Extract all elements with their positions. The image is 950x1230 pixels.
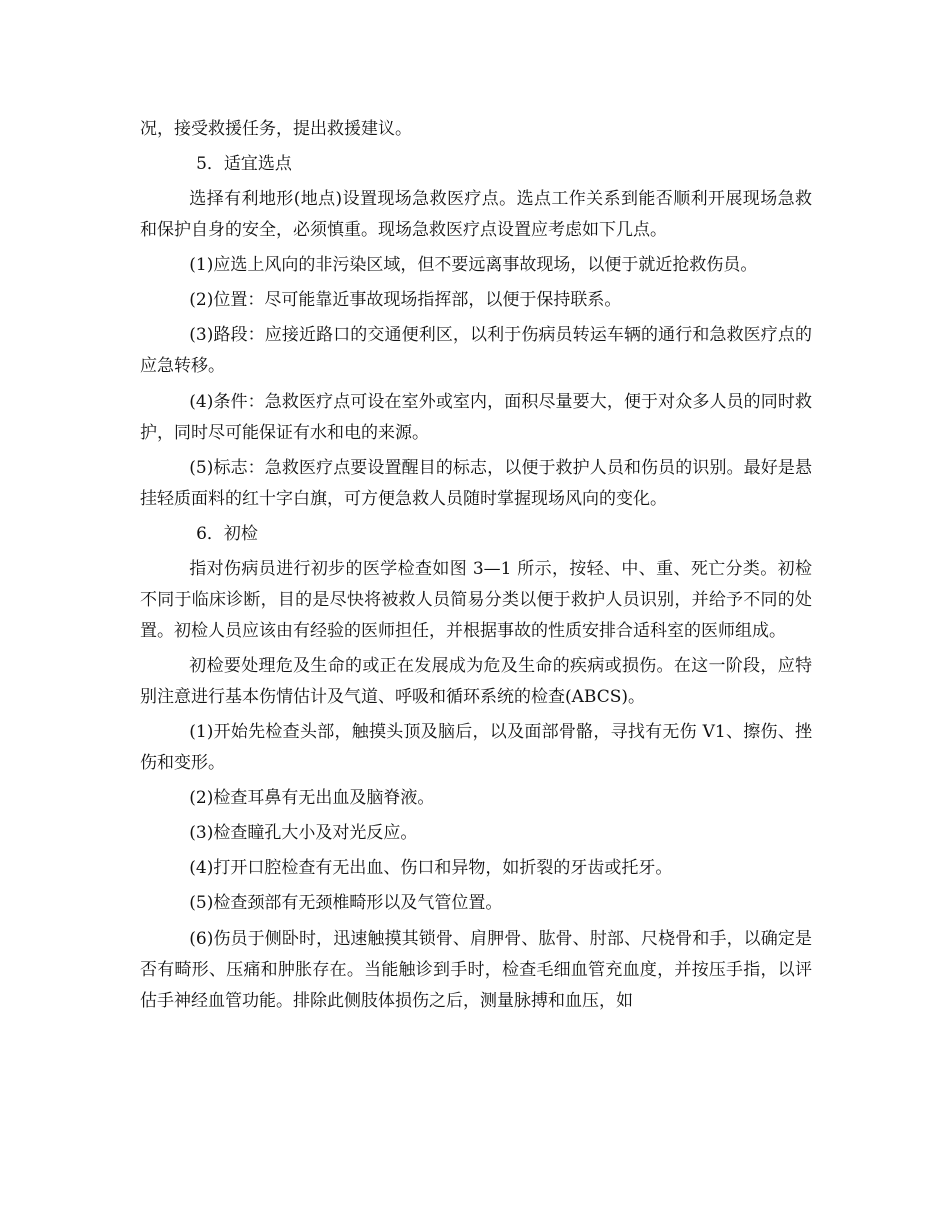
list-item-pupil: (3)检查瞳孔大小及对光反应。 [189, 823, 418, 844]
list-item-position: (2)位置：尽可能靠近事故现场指挥部，以便于保持联系。 [189, 290, 622, 311]
paragraph-initial-check: 指对伤病员进行初步的医学检查如图 3—1 所示，按轻、中、重、死亡分类。初检不同于临床诊断，目的是尽快将被救人员简易分类以便于救护人员识别，并给予不同的处置。初检人员应该由有经验的医师担任，并根据事故的性质安排合适科室的医师组成。 [140, 558, 812, 641]
list-item-mouth: (4)打开口腔检查有无出血、伤口和异物，如折裂的牙齿或托牙。 [189, 858, 673, 879]
section-heading-6: 6．初检 [196, 523, 258, 544]
section-heading-5: 5．适宜选点 [196, 154, 292, 175]
list-item-head: (1)开始先检查头部，触摸头顶及脑后，以及面部骨骼，寻找有无伤 V1、擦伤、挫伤和变形。 [140, 722, 812, 774]
list-item-neck: (5)检查颈部有无颈椎畸形以及气管位置。 [189, 893, 503, 914]
list-item-road: (3)路段：应接近路口的交通便利区，以利于伤病员转运车辆的通行和急救医疗点的应急转移。 [140, 325, 812, 377]
document-body [140, 114, 812, 1021]
list-item-conditions: (4)条件：急救医疗点可设在室外或室内，面积尽量要大，便于对众多人员的同时救护，同时尽可能保证有水和电的来源。 [140, 391, 812, 443]
list-item-side-lying: (6)伤员于侧卧时，迅速触摸其锁骨、肩胛骨、肱骨、肘部、尺桡骨和手，以确定是否有畸形、压痛和肿胀存在。当能触诊到手时，检查毛细血管充血度，并按压手指，以评估手神经血管功能。排除此侧肢体损伤之后，测量脉搏和血压，如 [140, 928, 812, 1011]
list-item-ear-nose: (2)检查耳鼻有无出血及脑脊液。 [189, 788, 435, 809]
paragraph-life-threat: 初检要处理危及生命的或正在发展成为危及生命的疾病或损伤。在这一阶段，应特别注意进行基本伤情估计及气道、呼吸和循环系统的检查(ABCS)。 [140, 655, 812, 707]
paragraph-continuation: 况，接受救援任务，提出救援建议。 [140, 119, 412, 139]
list-item-upwind: (1)应选上风向的非污染区域，但不要远离事故现场，以便于就近抢救伤员。 [189, 255, 758, 276]
paragraph-site-selection: 选择有利地形(地点)设置现场急救医疗点。选点工作关系到能否顺利开展现场急救和保护自身的安全，必须慎重。现场急救医疗点设置应考虑如下几点。 [140, 189, 812, 241]
list-item-sign: (5)标志：急救医疗点要设置醒目的标志，以便于救护人员和伤员的识别。最好是悬挂轻质面料的红十字白旗，可方便急救人员随时掌握现场风向的变化。 [140, 457, 812, 509]
